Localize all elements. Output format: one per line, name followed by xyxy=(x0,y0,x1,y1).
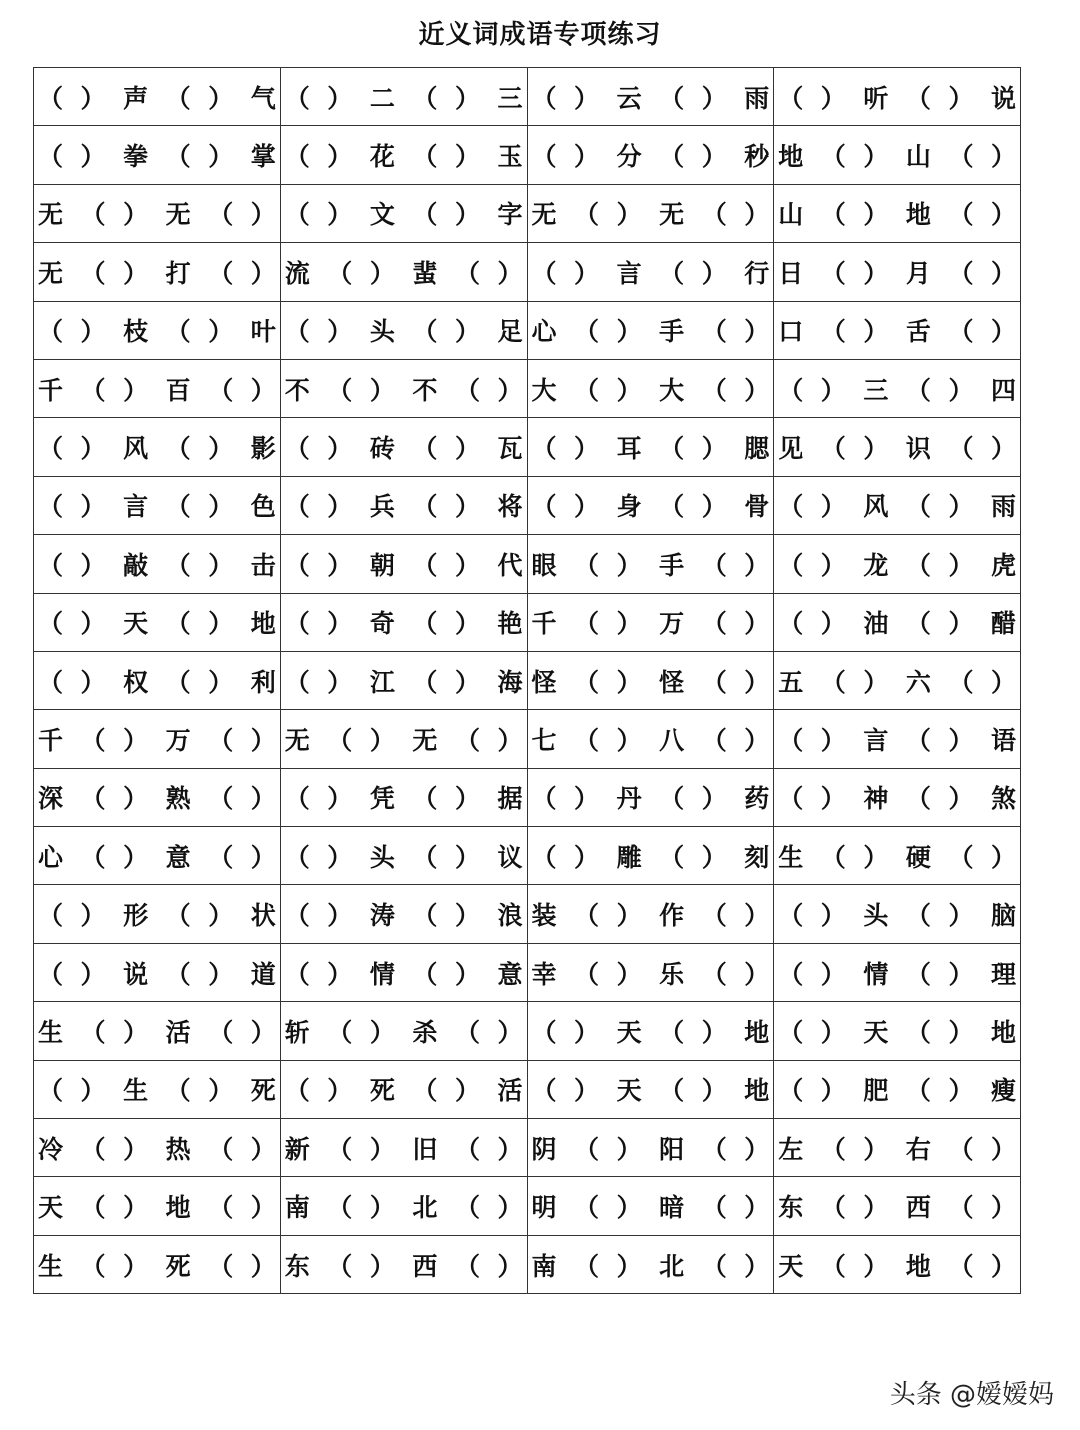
table-row xyxy=(34,418,1021,476)
idiom-text: （ ） 二 （ ） 三 xyxy=(284,83,523,113)
idiom-cell xyxy=(280,827,527,885)
idiom-cell xyxy=(774,126,1021,184)
idiom-cell xyxy=(34,768,281,826)
idiom-cell xyxy=(527,1002,774,1060)
table-row xyxy=(34,1119,1021,1177)
idiom-cell xyxy=(280,126,527,184)
idiom-text: （ ） 情 （ ） 意 xyxy=(284,959,523,989)
idiom-text: 口 （ ） 舌 （ ） xyxy=(778,317,1016,347)
idiom-text: （ ） 砖 （ ） 瓦 xyxy=(284,434,523,464)
idiom-cell xyxy=(280,768,527,826)
idiom-cell xyxy=(280,1235,527,1293)
idiom-cell xyxy=(774,301,1021,359)
idiom-text: （ ） 兵 （ ） 将 xyxy=(284,492,523,522)
idiom-cell xyxy=(34,535,281,593)
idiom-text: （ ） 天 （ ） 地 xyxy=(531,1017,770,1047)
idiom-text: 千 （ ） 万 （ ） xyxy=(531,609,770,639)
idiom-cell xyxy=(280,476,527,534)
table-row xyxy=(34,1235,1021,1293)
idiom-text: 左 （ ） 右 （ ） xyxy=(778,1134,1016,1164)
idiom-text: （ ） 江 （ ） 海 xyxy=(284,667,523,697)
idiom-cell xyxy=(34,1119,281,1177)
idiom-cell xyxy=(527,651,774,709)
table-row xyxy=(34,1060,1021,1118)
idiom-text: （ ） 奇 （ ） 艳 xyxy=(284,609,523,639)
idiom-text: 生 （ ） 死 （ ） xyxy=(38,1251,276,1281)
idiom-text: （ ） 文 （ ） 字 xyxy=(284,200,523,230)
idiom-cell xyxy=(280,418,527,476)
idiom-cell xyxy=(527,1177,774,1235)
idiom-cell xyxy=(280,359,527,417)
idiom-text: （ ） 权 （ ） 利 xyxy=(38,667,276,697)
table-row xyxy=(34,593,1021,651)
idiom-cell xyxy=(527,827,774,885)
idiom-cell xyxy=(34,651,281,709)
idiom-cell xyxy=(280,68,527,126)
idiom-exercise-table xyxy=(33,67,1021,1294)
idiom-cell xyxy=(774,359,1021,417)
table-row xyxy=(34,359,1021,417)
idiom-text: （ ） 头 （ ） 议 xyxy=(284,842,523,872)
idiom-text: 山 （ ） 地 （ ） xyxy=(778,200,1016,230)
idiom-text: 眼 （ ） 手 （ ） xyxy=(531,550,770,580)
idiom-text: 冷 （ ） 热 （ ） xyxy=(38,1134,276,1164)
idiom-cell xyxy=(527,593,774,651)
idiom-text: 心 （ ） 意 （ ） xyxy=(38,842,276,872)
idiom-cell xyxy=(527,476,774,534)
idiom-cell xyxy=(774,1177,1021,1235)
idiom-cell xyxy=(774,1060,1021,1118)
idiom-text: 阴 （ ） 阳 （ ） xyxy=(531,1134,770,1164)
idiom-text: 千 （ ） 百 （ ） xyxy=(38,375,276,405)
idiom-cell xyxy=(527,301,774,359)
idiom-cell xyxy=(280,535,527,593)
idiom-text: （ ） 声 （ ） 气 xyxy=(38,83,276,113)
idiom-cell xyxy=(774,593,1021,651)
idiom-cell xyxy=(34,1002,281,1060)
idiom-cell xyxy=(34,301,281,359)
table-row xyxy=(34,476,1021,534)
idiom-text: （ ） 天 （ ） 地 xyxy=(38,609,276,639)
idiom-cell xyxy=(527,1060,774,1118)
idiom-text: 见 （ ） 识 （ ） xyxy=(778,434,1016,464)
idiom-cell xyxy=(280,943,527,1001)
idiom-cell xyxy=(774,1235,1021,1293)
idiom-text: （ ） 情 （ ） 理 xyxy=(778,959,1016,989)
table-row xyxy=(34,184,1021,242)
idiom-text: 天 （ ） 地 （ ） xyxy=(38,1193,276,1223)
idiom-text: 无 （ ） 无 （ ） xyxy=(38,200,276,230)
idiom-text: （ ） 言 （ ） 语 xyxy=(778,725,1016,755)
idiom-text: （ ） 神 （ ） 煞 xyxy=(778,784,1016,814)
idiom-text: （ ） 生 （ ） 死 xyxy=(38,1076,276,1106)
idiom-cell xyxy=(34,1060,281,1118)
idiom-cell xyxy=(527,943,774,1001)
idiom-text: 心 （ ） 手 （ ） xyxy=(531,317,770,347)
idiom-cell xyxy=(34,243,281,301)
idiom-cell xyxy=(774,418,1021,476)
page-title: 近义词成语专项练习 xyxy=(418,20,662,50)
idiom-text: 七 （ ） 八 （ ） xyxy=(531,725,770,755)
table-row xyxy=(34,710,1021,768)
idiom-text: （ ） 丹 （ ） 药 xyxy=(531,784,770,814)
idiom-cell xyxy=(34,943,281,1001)
table-row xyxy=(34,651,1021,709)
table-row xyxy=(34,243,1021,301)
watermark-text: 头条 @嫒嫒妈 xyxy=(889,1380,1054,1410)
idiom-cell xyxy=(34,68,281,126)
idiom-text: （ ） 头 （ ） 脑 xyxy=(778,901,1016,931)
idiom-text: 东 （ ） 西 （ ） xyxy=(284,1251,523,1281)
idiom-text: （ ） 耳 （ ） 腮 xyxy=(531,434,770,464)
idiom-cell xyxy=(34,476,281,534)
idiom-text: 深 （ ） 熟 （ ） xyxy=(38,784,276,814)
idiom-text: 斩 （ ） 杀 （ ） xyxy=(284,1017,523,1047)
table-row xyxy=(34,768,1021,826)
idiom-text: 地 （ ） 山 （ ） xyxy=(778,142,1016,172)
idiom-cell xyxy=(280,651,527,709)
idiom-cell xyxy=(774,243,1021,301)
idiom-cell xyxy=(774,885,1021,943)
idiom-cell xyxy=(774,535,1021,593)
idiom-cell xyxy=(774,768,1021,826)
idiom-cell xyxy=(774,1119,1021,1177)
idiom-cell xyxy=(34,126,281,184)
idiom-cell xyxy=(774,710,1021,768)
idiom-text: （ ） 言 （ ） 色 xyxy=(38,492,276,522)
idiom-text: （ ） 说 （ ） 道 xyxy=(38,959,276,989)
idiom-text: （ ） 三 （ ） 四 xyxy=(778,375,1016,405)
idiom-cell xyxy=(34,418,281,476)
idiom-cell xyxy=(527,243,774,301)
idiom-text: 明 （ ） 暗 （ ） xyxy=(531,1193,770,1223)
table-row xyxy=(34,126,1021,184)
idiom-cell xyxy=(527,710,774,768)
idiom-cell xyxy=(280,885,527,943)
idiom-text: （ ） 言 （ ） 行 xyxy=(531,258,770,288)
idiom-cell xyxy=(280,301,527,359)
idiom-text: （ ） 天 （ ） 地 xyxy=(778,1017,1016,1047)
idiom-text: （ ） 天 （ ） 地 xyxy=(531,1076,770,1106)
table-row xyxy=(34,1002,1021,1060)
idiom-text: 生 （ ） 硬 （ ） xyxy=(778,842,1016,872)
idiom-cell xyxy=(527,885,774,943)
idiom-text: （ ） 死 （ ） 活 xyxy=(284,1076,523,1106)
idiom-cell xyxy=(774,651,1021,709)
idiom-text: 日 （ ） 月 （ ） xyxy=(778,258,1016,288)
idiom-cell xyxy=(34,710,281,768)
idiom-text: （ ） 龙 （ ） 虎 xyxy=(778,550,1016,580)
idiom-cell xyxy=(34,885,281,943)
idiom-cell xyxy=(34,184,281,242)
idiom-cell xyxy=(34,359,281,417)
idiom-cell xyxy=(527,359,774,417)
idiom-text: （ ） 风 （ ） 影 xyxy=(38,434,276,464)
idiom-text: 新 （ ） 旧 （ ） xyxy=(284,1134,523,1164)
table-row xyxy=(34,885,1021,943)
idiom-cell xyxy=(280,710,527,768)
idiom-text: （ ） 枝 （ ） 叶 xyxy=(38,317,276,347)
idiom-cell xyxy=(34,827,281,885)
idiom-cell xyxy=(774,943,1021,1001)
idiom-text: （ ） 涛 （ ） 浪 xyxy=(284,901,523,931)
idiom-text: （ ） 肥 （ ） 瘦 xyxy=(778,1076,1016,1106)
idiom-text: 南 （ ） 北 （ ） xyxy=(531,1251,770,1281)
idiom-text: 怪 （ ） 怪 （ ） xyxy=(531,667,770,697)
idiom-text: 流 （ ） 蜚 （ ） xyxy=(284,258,523,288)
idiom-cell xyxy=(527,535,774,593)
idiom-text: （ ） 云 （ ） 雨 xyxy=(531,83,770,113)
table-row xyxy=(34,943,1021,1001)
idiom-cell xyxy=(527,184,774,242)
idiom-text: 幸 （ ） 乐 （ ） xyxy=(531,959,770,989)
idiom-cell xyxy=(280,1002,527,1060)
idiom-text: （ ） 敲 （ ） 击 xyxy=(38,550,276,580)
idiom-text: （ ） 花 （ ） 玉 xyxy=(284,142,523,172)
idiom-cell xyxy=(527,126,774,184)
idiom-text: 装 （ ） 作 （ ） xyxy=(531,901,770,931)
idiom-text: （ ） 拳 （ ） 掌 xyxy=(38,142,276,172)
idiom-text: 东 （ ） 西 （ ） xyxy=(778,1193,1016,1223)
idiom-cell xyxy=(280,184,527,242)
idiom-cell xyxy=(527,768,774,826)
table-row xyxy=(34,301,1021,359)
idiom-text: 无 （ ） 无 （ ） xyxy=(531,200,770,230)
idiom-cell xyxy=(774,184,1021,242)
idiom-text: （ ） 头 （ ） 足 xyxy=(284,317,523,347)
idiom-cell xyxy=(280,1060,527,1118)
idiom-cell xyxy=(774,476,1021,534)
idiom-cell xyxy=(280,1119,527,1177)
idiom-cell xyxy=(527,68,774,126)
idiom-cell xyxy=(34,1177,281,1235)
idiom-text: （ ） 听 （ ） 说 xyxy=(778,83,1016,113)
idiom-cell xyxy=(774,827,1021,885)
idiom-cell xyxy=(527,418,774,476)
idiom-text: 南 （ ） 北 （ ） xyxy=(284,1193,523,1223)
idiom-text: 无 （ ） 打 （ ） xyxy=(38,258,276,288)
idiom-text: （ ） 凭 （ ） 据 xyxy=(284,784,523,814)
idiom-text: （ ） 雕 （ ） 刻 xyxy=(531,842,770,872)
table-row xyxy=(34,68,1021,126)
idiom-text: （ ） 风 （ ） 雨 xyxy=(778,492,1016,522)
idiom-cell xyxy=(280,1177,527,1235)
idiom-cell xyxy=(774,1002,1021,1060)
idiom-text: 不 （ ） 不 （ ） xyxy=(284,375,523,405)
idiom-cell xyxy=(527,1235,774,1293)
idiom-text: （ ） 身 （ ） 骨 xyxy=(531,492,770,522)
table-row xyxy=(34,1177,1021,1235)
idiom-text: 生 （ ） 活 （ ） xyxy=(38,1017,276,1047)
idiom-cell xyxy=(527,1119,774,1177)
table-row xyxy=(34,827,1021,885)
table-row xyxy=(34,535,1021,593)
idiom-text: （ ） 分 （ ） 秒 xyxy=(531,142,770,172)
idiom-cell xyxy=(774,68,1021,126)
idiom-text: 无 （ ） 无 （ ） xyxy=(284,725,523,755)
idiom-text: 天 （ ） 地 （ ） xyxy=(778,1251,1016,1281)
idiom-text: 五 （ ） 六 （ ） xyxy=(778,667,1016,697)
idiom-cell xyxy=(280,593,527,651)
idiom-text: （ ） 朝 （ ） 代 xyxy=(284,550,523,580)
idiom-cell xyxy=(280,243,527,301)
idiom-text: 千 （ ） 万 （ ） xyxy=(38,725,276,755)
idiom-cell xyxy=(34,593,281,651)
idiom-text: （ ） 形 （ ） 状 xyxy=(38,901,276,931)
idiom-text: 大 （ ） 大 （ ） xyxy=(531,375,770,405)
idiom-text: （ ） 油 （ ） 醋 xyxy=(778,609,1016,639)
idiom-cell xyxy=(34,1235,281,1293)
